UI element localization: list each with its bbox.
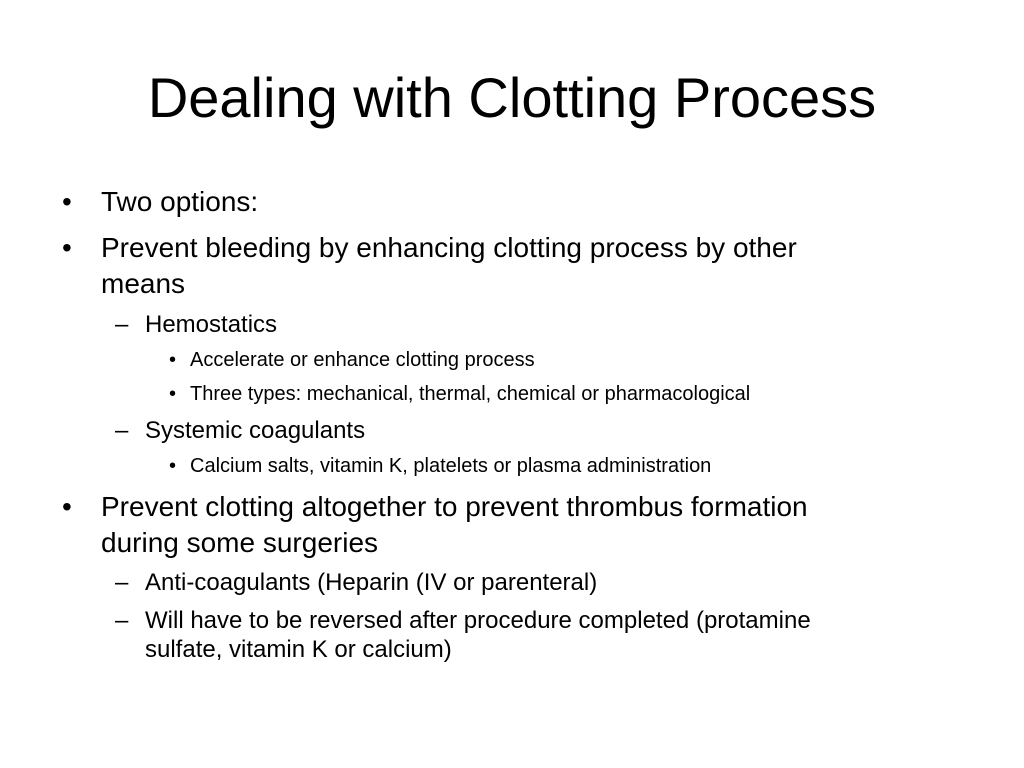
subsubbullet-text: Three types: mechanical, thermal, chemical or pharmacological [190,383,751,405]
bullet-text: Two options: [101,186,259,217]
bullet-text-line-1: Prevent bleeding by enhancing clotting process by other [101,232,797,263]
bullet-marker: • [169,349,177,371]
subbullet-systemic-coagulants [115,416,366,445]
bullet-prevent-clotting [62,489,808,561]
subbullet-reversal [115,606,811,664]
dash-marker: – [115,607,129,634]
subsubbullet-text: Calcium salts, vitamin K, platelets or plasma administration [190,455,712,477]
bullet-marker: • [169,455,177,477]
slide-title: Dealing with Clotting Process [147,66,877,129]
bullet-text-line-2: during some surgeries [101,527,379,558]
subsubbullet-accelerate [169,348,535,372]
dash-marker: – [115,311,129,338]
subbullet-text: Anti-coagulants (Heparin (IV or parenteral) [145,569,598,596]
bullet-marker: • [62,491,72,522]
subbullet-text: Systemic coagulants [145,417,366,444]
subbullet-hemostatics [115,310,278,339]
dash-marker: – [115,417,129,444]
subsubbullet-calcium-salts [169,454,712,478]
bullet-two-options [62,184,259,220]
dash-marker: – [115,569,129,596]
bullet-marker: • [62,186,72,217]
bullet-prevent-bleeding [62,230,797,302]
bullet-marker: • [169,383,177,405]
subsubbullet-three-types [169,382,751,406]
subbullet-text: Hemostatics [145,311,278,338]
subbullet-anti-coagulants [115,568,598,597]
subbullet-text-line-2: sulfate, vitamin K or calcium) [145,636,452,663]
subbullet-text-line-1: Will have to be reversed after procedure completed (protamine [145,607,811,634]
bullet-text-line-2: means [101,268,186,299]
bullet-marker: • [62,232,72,263]
bullet-text-line-1: Prevent clotting altogether to prevent thrombus formation [101,491,808,522]
subsubbullet-text: Accelerate or enhance clotting process [190,349,535,371]
